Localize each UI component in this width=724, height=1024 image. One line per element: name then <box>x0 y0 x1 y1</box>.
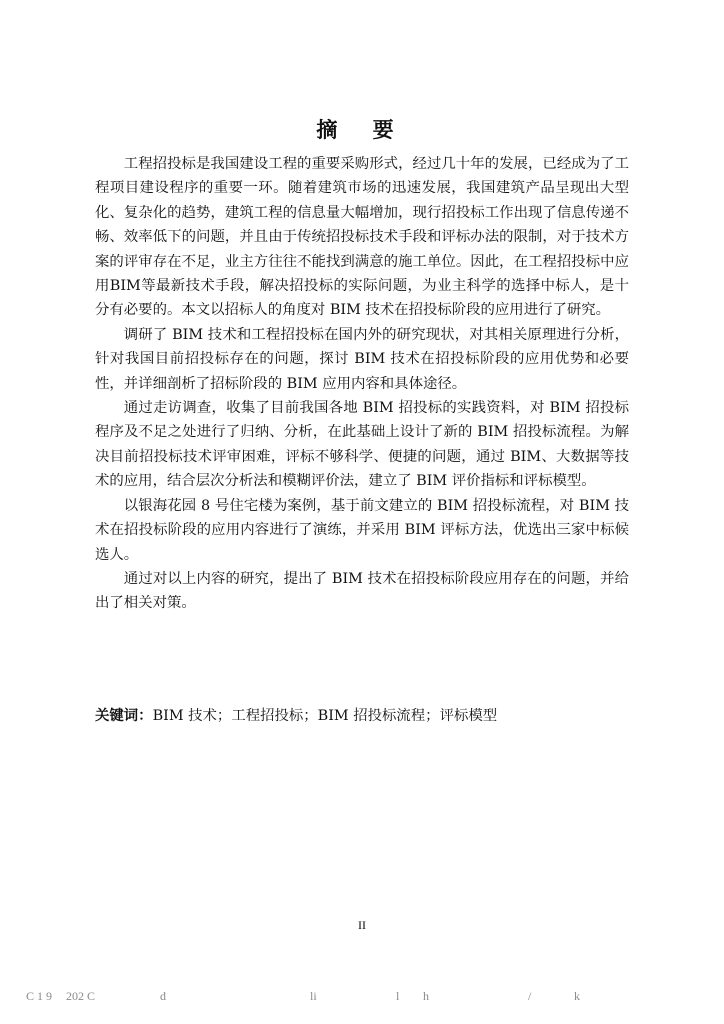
page-number: II <box>358 918 366 932</box>
footer-watermark <box>26 989 586 1005</box>
watermark-fragment: h <box>423 989 429 1003</box>
watermark-fragment: C 1 9 <box>26 989 53 1003</box>
watermark-fragment: li <box>310 989 317 1003</box>
keywords-text: BIM 技术；工程招投标；BIM 招投标流程；评标模型 <box>152 708 498 724</box>
watermark-fragment: l <box>396 989 400 1003</box>
watermark-fragment: / <box>528 989 532 1003</box>
abstract-paragraph: 调研了 BIM 技术和工程招投标在国内外的研究现状，对其相关原理进行分析，针对我国目前招投标存在的问题，探讨 BIM 技术在招投标阶段的应用优势和必要性，并详细剖析了招标阶段的 BIM 应用内容和具体途径。 <box>95 326 629 392</box>
watermark-fragment: d <box>160 989 166 1003</box>
abstract-paragraph: 通过走访调查，收集了目前我国各地 BIM 招投标的实践资料，对 BIM 招投标程序及不足之处进行了归纳、分析，在此基础上设计了新的 BIM 招投标流程。为解决目前招投标技术评审困难，评标不够科学、便捷的问题，通过 BIM、大数据等技术的应用，结合层次分析法和模糊评价法，建立了 BIM 评价指标和评标模型。 <box>95 400 629 490</box>
abstract-paragraph: 通过对以上内容的研究，提出了 BIM 技术在招投标阶段应用存在的问题，并给出了相关对策。 <box>95 570 629 612</box>
watermark-fragment: 202 C <box>66 989 96 1003</box>
abstract-body <box>95 152 629 616</box>
watermark-fragment: k <box>574 989 580 1003</box>
keywords-line <box>95 704 629 728</box>
abstract-heading: 摘 要 <box>316 118 408 142</box>
keywords-label: 关键词： <box>95 708 153 724</box>
abstract-paragraph: 工程招投标是我国建设工程的重要采购形式，经过几十年的发展，已经成为了工程项目建设程序的重要一环。随着建筑市场的迅速发展，我国建筑产品呈现出大型化、复杂化的趋势，建筑工程的信息量大幅增加，现行招投标工作出现了信息传递不畅、效率低下的问题，并且由于传统招投标技术手段和评标办法的限制，对于技术方案的评审存在不足，业主方往往不能找到满意的施工单位。因此，在工程招投标中应用BIM等最新技术手段，解决招投标的实际问题，为业主科学的选择中标人，是十分有必要的。本文以招标人的角度对 BIM 技术在招投标阶段的应用进行了研究。 <box>95 156 629 319</box>
abstract-paragraph: 以银海花园 8 号住宅楼为案例，基于前文建立的 BIM 招投标流程，对 BIM 技术在招投标阶段的应用内容进行了演练，并采用 BIM 评标方法，优选出三家中标候选人。 <box>95 497 629 563</box>
